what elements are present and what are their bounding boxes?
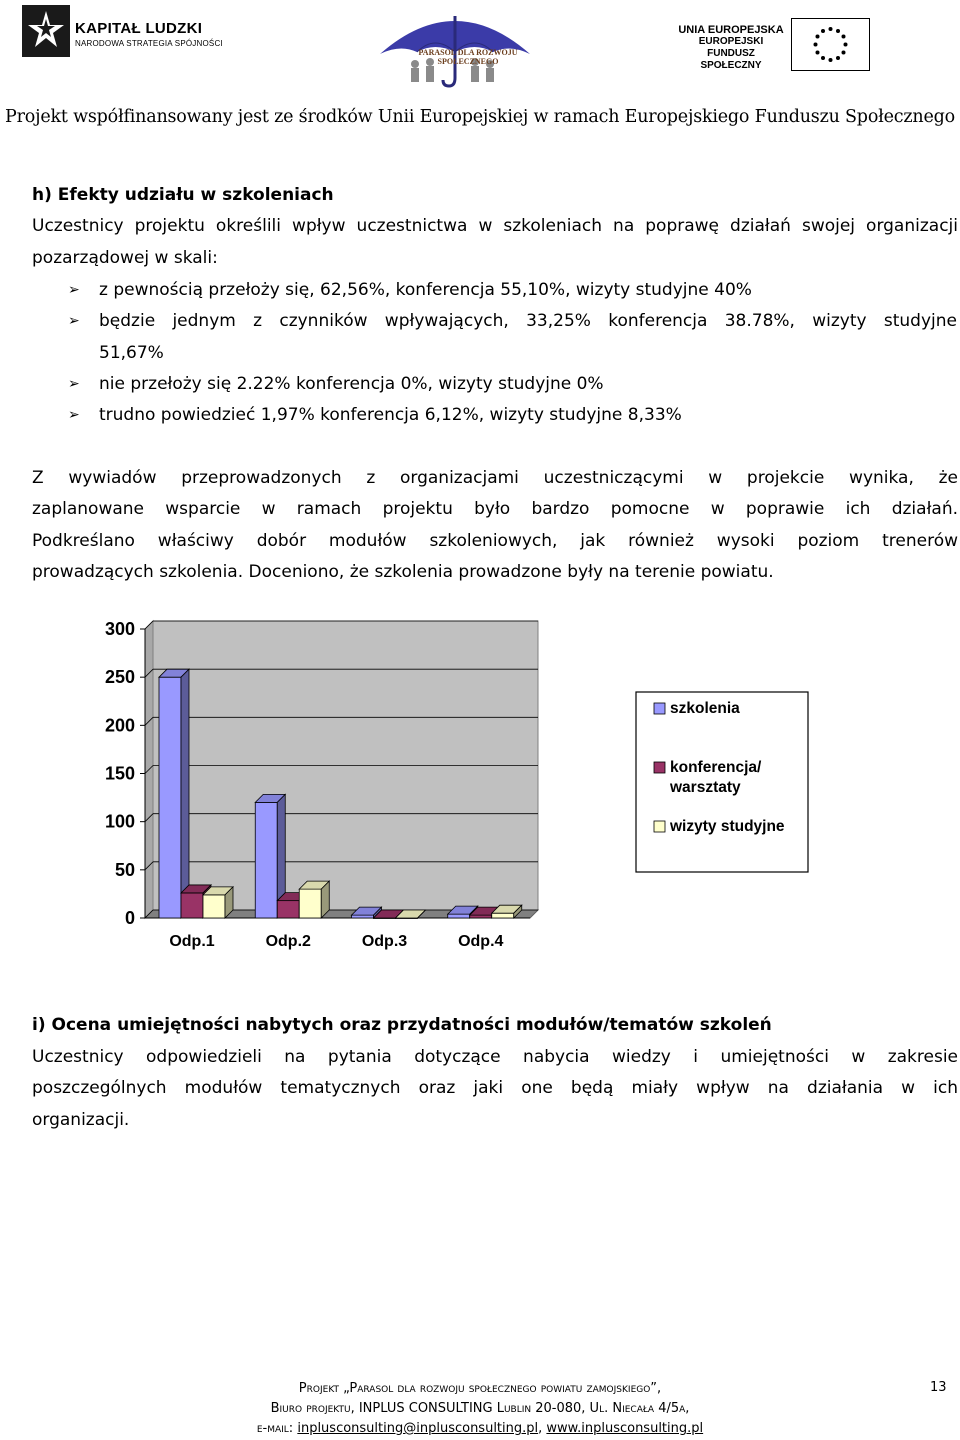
para-line3: Podkreślano właściwy dobór modułów szkoleniowych, jak również wysoki poziom trenerów bbox=[32, 531, 958, 551]
section-h-intro-line2: pozarządowej w skali: bbox=[32, 248, 218, 268]
para-line2: zaplanowane wsparcie w ramach projektu było bardzo pomocne w poprawie ich działań. bbox=[32, 499, 958, 519]
legend-swatch bbox=[654, 821, 665, 832]
section-i-heading: i) Ocena umiejętności nabytych oraz przydatności modułów/tematów szkoleń bbox=[32, 1015, 772, 1035]
bar-wizytystudyjne-odp1 bbox=[203, 895, 225, 918]
bullet-2-text-cont: 51,67% bbox=[99, 343, 164, 363]
section-i-line1: Uczestnicy odpowiedzieli na pytania dotyczące nabycia wiedzy i umiejętności w zakresie bbox=[32, 1047, 958, 1067]
ue-logo-text bbox=[676, 24, 786, 72]
ue-line3: FUNDUSZ SPOŁECZNY bbox=[700, 48, 762, 71]
para-line1: Z wywiadów przeprowadzonych z organizacjami uczestniczącymi w projekcie wynika, że bbox=[32, 468, 958, 488]
y-tick-label: 200 bbox=[104, 715, 135, 736]
bar-side bbox=[181, 669, 189, 918]
legend-swatch bbox=[654, 762, 665, 773]
kapital-ludzki-logo-text bbox=[75, 20, 223, 48]
legend-label: szkolenia bbox=[670, 700, 740, 717]
y-tick-label: 150 bbox=[104, 763, 135, 784]
page-number: 13 bbox=[930, 1380, 947, 1395]
x-category-label: Odp.4 bbox=[458, 933, 504, 950]
section-h-heading: h) Efekty udziału w szkoleniach bbox=[32, 185, 334, 205]
kapital-ludzki-logo-icon bbox=[22, 5, 70, 57]
arrow-bullet-icon: ➢ bbox=[68, 376, 80, 392]
eu-flag-icon bbox=[791, 18, 870, 71]
ue-title: UNIA EUROPEJSKA bbox=[678, 24, 784, 36]
arrow-bullet-icon: ➢ bbox=[68, 407, 80, 423]
arrow-bullet-icon: ➢ bbox=[68, 282, 80, 298]
bar-szkolenia-odp2 bbox=[255, 802, 277, 918]
y-tick-label: 50 bbox=[114, 859, 135, 880]
y-tick-label: 300 bbox=[104, 619, 135, 639]
y-tick-label: 0 bbox=[124, 908, 135, 928]
y-tick-label: 250 bbox=[104, 667, 135, 688]
header-logos bbox=[0, 0, 960, 100]
footer-line1: Projekt „Parasol dla rozwoju społecznego powiatu zamojskiego”, bbox=[298, 1381, 662, 1396]
bullet-3-text: nie przełoży się 2.22% konferencja 0%, wizyty studyjne 0% bbox=[99, 374, 604, 394]
x-category-label: Odp.3 bbox=[361, 933, 408, 950]
legend-swatch bbox=[654, 703, 665, 714]
legend-label: konferencja/ bbox=[670, 759, 762, 776]
bar-wizytystudyjne-odp2 bbox=[299, 889, 321, 918]
bar-wizytystudyjne-odp4 bbox=[492, 913, 514, 918]
footer-separator: , bbox=[538, 1421, 543, 1436]
parasol-logo-text: PARASOL DLA ROZWOJU SPOŁECZNEGO bbox=[418, 48, 518, 66]
section-i-line3: organizacji. bbox=[32, 1110, 130, 1130]
footer-email-label: e-mail: bbox=[256, 1421, 294, 1436]
kapital-ludzki-subtitle: NARODOWA STRATEGIA SPÓJNOŚCI bbox=[75, 39, 223, 48]
bar-konferencjawarsztaty-odp4 bbox=[470, 915, 492, 918]
cofinance-notice: Projekt współfinansowany jest ze środków Unii Europejskiej w ramach Europejskiego Funduszu Społecznego bbox=[5, 107, 955, 127]
kapital-ludzki-title: KAPITAŁ LUDZKI bbox=[75, 20, 203, 37]
para-line4: prowadzących szkolenia. Doceniono, że szkolenia prowadzone były na terenie powiatu. bbox=[32, 562, 774, 582]
eu-stars-icon bbox=[792, 19, 869, 70]
y-tick-label: 100 bbox=[104, 811, 135, 832]
legend-label: warsztaty bbox=[670, 779, 741, 796]
bar-szkolenia-odp3 bbox=[352, 915, 374, 918]
footer-line2: Biuro projektu, INPLUS CONSULTING Lublin 20-080, Ul. Niecała 4/5a, bbox=[270, 1401, 690, 1416]
footer-website-link[interactable]: www.inplusconsulting.pl bbox=[546, 1421, 704, 1436]
footer-line3 bbox=[130, 1421, 830, 1436]
footer-email-link[interactable]: inplusconsulting@inplusconsulting.pl bbox=[297, 1421, 539, 1436]
section-h-intro-line1: Uczestnicy projektu określili wpływ uczestnictwa w szkoleniach na poprawę działań swojej organizacji bbox=[32, 216, 958, 236]
ue-line2: EUROPEJSKI bbox=[698, 36, 764, 47]
bar-konferencjawarsztaty-odp2 bbox=[277, 901, 299, 918]
effects-bar-chart bbox=[90, 610, 870, 960]
bar-konferencjawarsztaty-odp1 bbox=[181, 893, 203, 918]
x-category-label: Odp.1 bbox=[169, 933, 215, 950]
arrow-bullet-icon: ➢ bbox=[68, 313, 80, 329]
bullet-2-text: będzie jednym z czynników wpływających, 33,25% konferencja 38.78%, wizyty studyjne bbox=[99, 311, 957, 331]
section-i-line2: poszczególnych modułów tematycznych oraz jaki one będą miały wpływ na działania w ich bbox=[32, 1078, 958, 1098]
legend-label: wizyty studyjne bbox=[670, 818, 785, 835]
bar-szkolenia-odp4 bbox=[448, 914, 470, 918]
bar-szkolenia-odp1 bbox=[159, 677, 181, 918]
bullet-1-text: z pewnością przełoży się, 62,56%, konferencja 55,10%, wizyty studyjne 40% bbox=[99, 280, 752, 300]
bullet-4-text: trudno powiedzieć 1,97% konferencja 6,12%, wizyty studyjne 8,33% bbox=[99, 405, 682, 425]
x-category-label: Odp.2 bbox=[265, 933, 311, 950]
